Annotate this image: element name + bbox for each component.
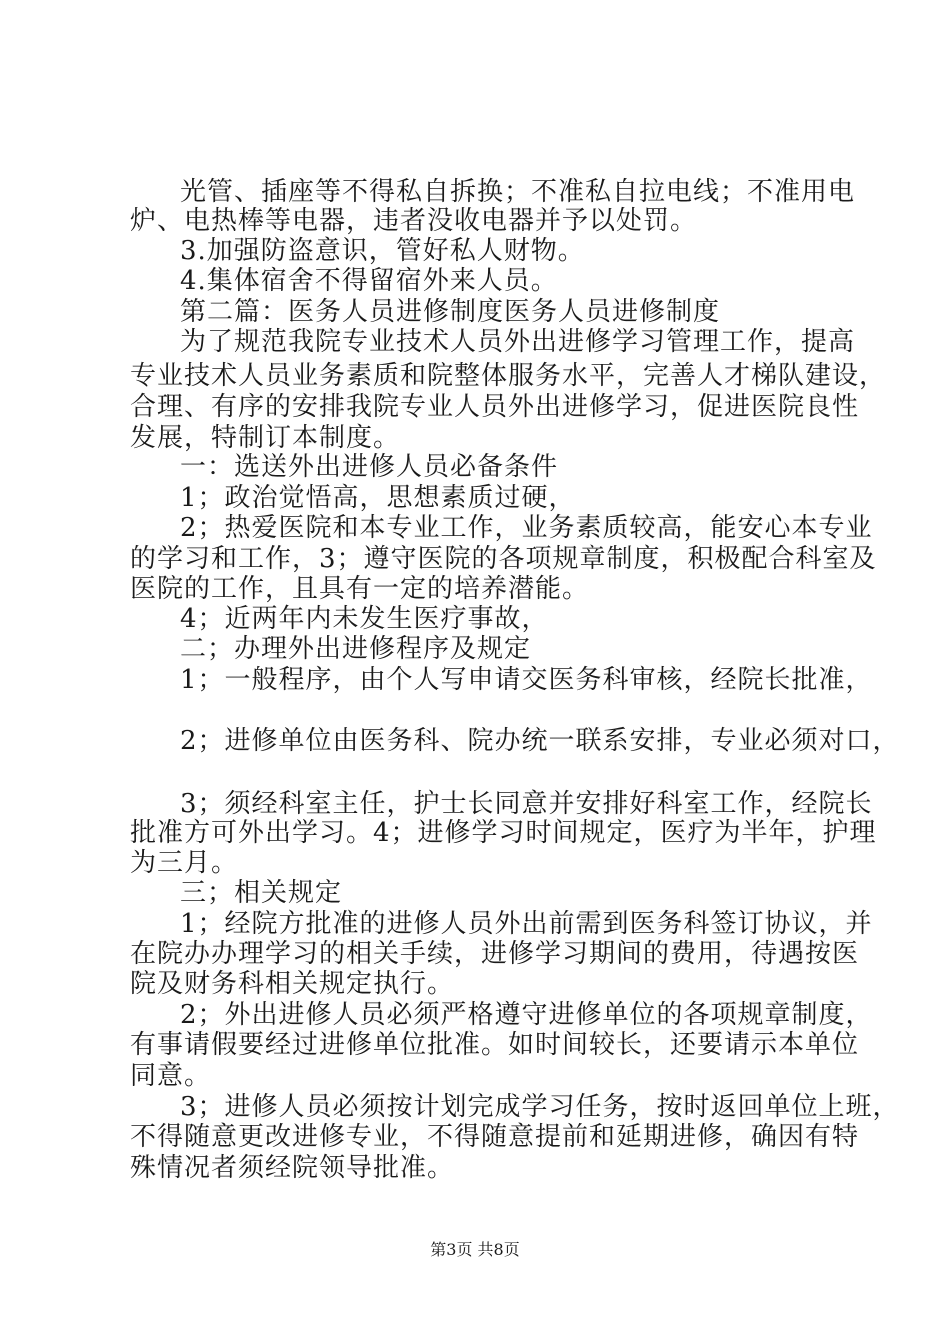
- text-line: 4.集体宿舍不得留宿外来人员。: [180, 266, 558, 296]
- text-line: 专业技术人员业务素质和院整体服务水平，完善人才梯队建设，: [130, 361, 887, 391]
- text-line: 光管、插座等不得私自拆换；不准私自拉电线；不准用电: [180, 177, 856, 207]
- subheading: 三；相关规定: [180, 878, 343, 908]
- text-line: 1；政治觉悟高，思想素质过硬，: [180, 483, 576, 513]
- text-line: 1；经院方批准的进修人员外出前需到医务科签订协议，并: [180, 909, 873, 939]
- text-line: 不得随意更改进修专业，不得随意提前和延期进修，确因有特: [130, 1122, 860, 1152]
- text-line: 殊情况者须经院领导批准。: [130, 1153, 455, 1183]
- text-line: 4；近两年内未发生医疗事故，: [180, 604, 549, 634]
- subheading: 二；办理外出进修程序及规定: [180, 634, 532, 664]
- text-line: 2；外出进修人员必须严格遵守进修单位的各项规章制度，: [180, 1000, 873, 1030]
- text-line: 为三月。: [130, 848, 239, 878]
- text-line: 院及财务科相关规定执行。: [130, 969, 455, 999]
- text-line: 炉、电热棒等电器，违者没收电器并予以处罚。: [130, 206, 698, 236]
- text-line: 3；须经科室主任，护士长同意并安排好科室工作，经院长: [180, 789, 873, 819]
- text-line: 医院的工作，且具有一定的培养潜能。: [130, 574, 590, 604]
- text-line: 1；一般程序，由个人写申请交医务科审核，经院长批准，: [180, 665, 873, 695]
- text-line: 合理、有序的安排我院专业人员外出进修学习，促进医院良性: [130, 392, 860, 422]
- text-line: 2；热爱医院和本专业工作，业务素质较高，能安心本专业: [180, 513, 873, 543]
- subheading: 一：选送外出进修人员必备条件: [180, 452, 559, 482]
- text-line: 3；进修人员必须按计划完成学习任务，按时返回单位上班，: [180, 1092, 900, 1122]
- text-line: 的学习和工作，3；遵守医院的各项规章制度，积极配合科室及: [130, 544, 877, 574]
- text-line: 批准方可外出学习。4；进修学习时间规定，医疗为半年，护理: [130, 818, 877, 848]
- text-line: 发展，特制订本制度。: [130, 423, 401, 453]
- text-line: 有事请假要经过进修单位批准。如时间较长，还要请示本单位: [130, 1030, 860, 1060]
- page-footer: 第3页 共8页: [430, 1240, 520, 1259]
- section-heading: 第二篇：医务人员进修制度医务人员进修制度: [180, 297, 721, 327]
- text-line: 3.加强防盗意识，管好私人财物。: [180, 236, 585, 266]
- text-line: 2；进修单位由医务科、院办统一联系安排，专业必须对口，: [180, 726, 900, 756]
- text-line: 同意。: [130, 1061, 212, 1091]
- text-line: 为了规范我院专业技术人员外出进修学习管理工作，提高: [180, 327, 856, 357]
- text-line: 在院办办理学习的相关手续，进修学习期间的费用，待遇按医: [130, 939, 860, 969]
